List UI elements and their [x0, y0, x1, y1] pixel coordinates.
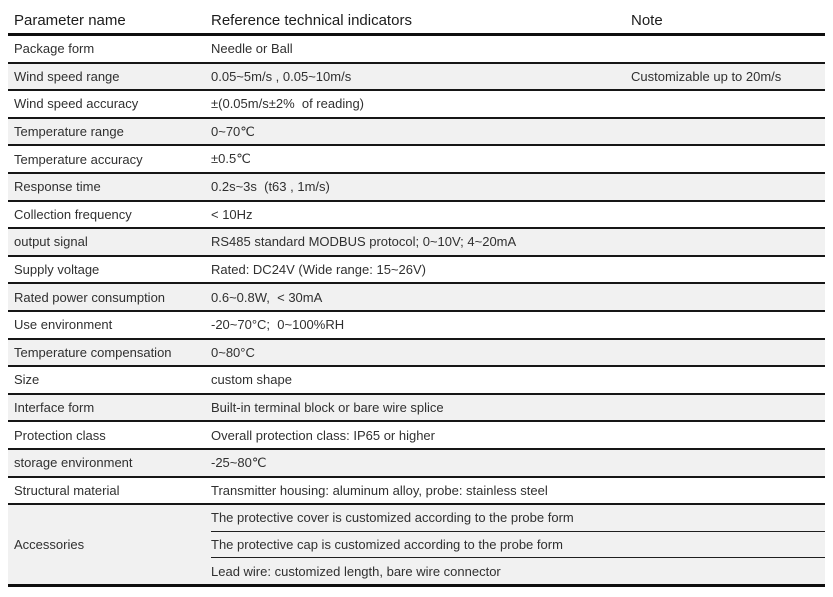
- param-cell: Wind speed range: [8, 63, 211, 91]
- note-cell: [626, 90, 825, 118]
- param-cell: output signal: [8, 228, 211, 256]
- table-row: [8, 118, 825, 146]
- table-row: [8, 63, 825, 91]
- value-cell: 0.05~5m/s , 0.05~10m/s: [211, 63, 626, 91]
- param-cell: storage environment: [8, 449, 211, 477]
- value-cell: 0.2s~3s (t63 , 1m/s): [211, 173, 626, 201]
- param-cell-accessories: Accessories: [8, 504, 211, 585]
- param-cell: Collection frequency: [8, 201, 211, 229]
- table-row: [8, 449, 825, 477]
- accessories-row: [8, 504, 825, 531]
- table-row: [8, 421, 825, 449]
- value-cell: < 10Hz: [211, 201, 626, 229]
- param-cell: Package form: [8, 35, 211, 63]
- note-cell: Customizable up to 20m/s: [626, 63, 825, 91]
- value-cell: ±(0.05m/s±2% of reading): [211, 90, 626, 118]
- note-cell: [626, 449, 825, 477]
- param-cell: Response time: [8, 173, 211, 201]
- note-cell: [626, 504, 825, 531]
- header-reference-indicators: Reference technical indicators: [211, 8, 626, 35]
- param-cell: Temperature accuracy: [8, 145, 211, 173]
- value-cell: custom shape: [211, 366, 626, 394]
- param-cell: Interface form: [8, 394, 211, 422]
- param-cell: Temperature range: [8, 118, 211, 146]
- value-cell: Rated: DC24V (Wide range: 15~26V): [211, 256, 626, 284]
- param-cell: Rated power consumption: [8, 283, 211, 311]
- note-cell: [626, 394, 825, 422]
- note-cell: [626, 201, 825, 229]
- table-row: [8, 394, 825, 422]
- note-cell: [626, 531, 825, 558]
- param-cell: Protection class: [8, 421, 211, 449]
- param-cell: Supply voltage: [8, 256, 211, 284]
- table-row: [8, 173, 825, 201]
- value-cell: Needle or Ball: [211, 35, 626, 63]
- table-row: [8, 477, 825, 505]
- value-cell: 0~70℃: [211, 118, 626, 146]
- note-cell: [626, 118, 825, 146]
- table-row: [8, 145, 825, 173]
- note-cell: [626, 366, 825, 394]
- note-cell: [626, 145, 825, 173]
- value-cell: Transmitter housing: aluminum alloy, probe: stainless steel: [211, 477, 626, 505]
- value-cell: Overall protection class: IP65 or higher: [211, 421, 626, 449]
- table-row: [8, 366, 825, 394]
- table-row: [8, 201, 825, 229]
- header-parameter-name: Parameter name: [8, 8, 211, 35]
- accessory-item: Lead wire: customized length, bare wire connector: [211, 558, 626, 586]
- table-row: [8, 90, 825, 118]
- value-cell: -20~70°C; 0~100%RH: [211, 311, 626, 339]
- note-cell: [626, 173, 825, 201]
- param-cell: Size: [8, 366, 211, 394]
- param-cell: Use environment: [8, 311, 211, 339]
- table-row: [8, 311, 825, 339]
- table-row: [8, 35, 825, 63]
- param-cell: Temperature compensation: [8, 339, 211, 367]
- note-cell: [626, 256, 825, 284]
- note-cell: [626, 339, 825, 367]
- note-cell: [626, 35, 825, 63]
- header-note: Note: [626, 8, 825, 35]
- value-cell: ±0.5℃: [211, 145, 626, 173]
- spec-table: [8, 8, 825, 587]
- table-row: [8, 283, 825, 311]
- value-cell: Built-in terminal block or bare wire splice: [211, 394, 626, 422]
- note-cell: [626, 477, 825, 505]
- note-cell: [626, 558, 825, 586]
- value-cell: 0~80°C: [211, 339, 626, 367]
- value-cell: RS485 standard MODBUS protocol; 0~10V; 4~20mA: [211, 228, 626, 256]
- note-cell: [626, 311, 825, 339]
- param-cell: Structural material: [8, 477, 211, 505]
- note-cell: [626, 228, 825, 256]
- value-cell: 0.6~0.8W, < 30mA: [211, 283, 626, 311]
- accessory-item: The protective cover is customized according to the probe form: [211, 504, 626, 531]
- note-cell: [626, 421, 825, 449]
- table-row: [8, 339, 825, 367]
- table-row: [8, 228, 825, 256]
- table-row: [8, 256, 825, 284]
- spec-table-header: [8, 8, 825, 35]
- param-cell: Wind speed accuracy: [8, 90, 211, 118]
- header-row: [8, 8, 825, 35]
- value-cell: -25~80℃: [211, 449, 626, 477]
- note-cell: [626, 283, 825, 311]
- accessory-item: The protective cap is customized according to the probe form: [211, 531, 626, 558]
